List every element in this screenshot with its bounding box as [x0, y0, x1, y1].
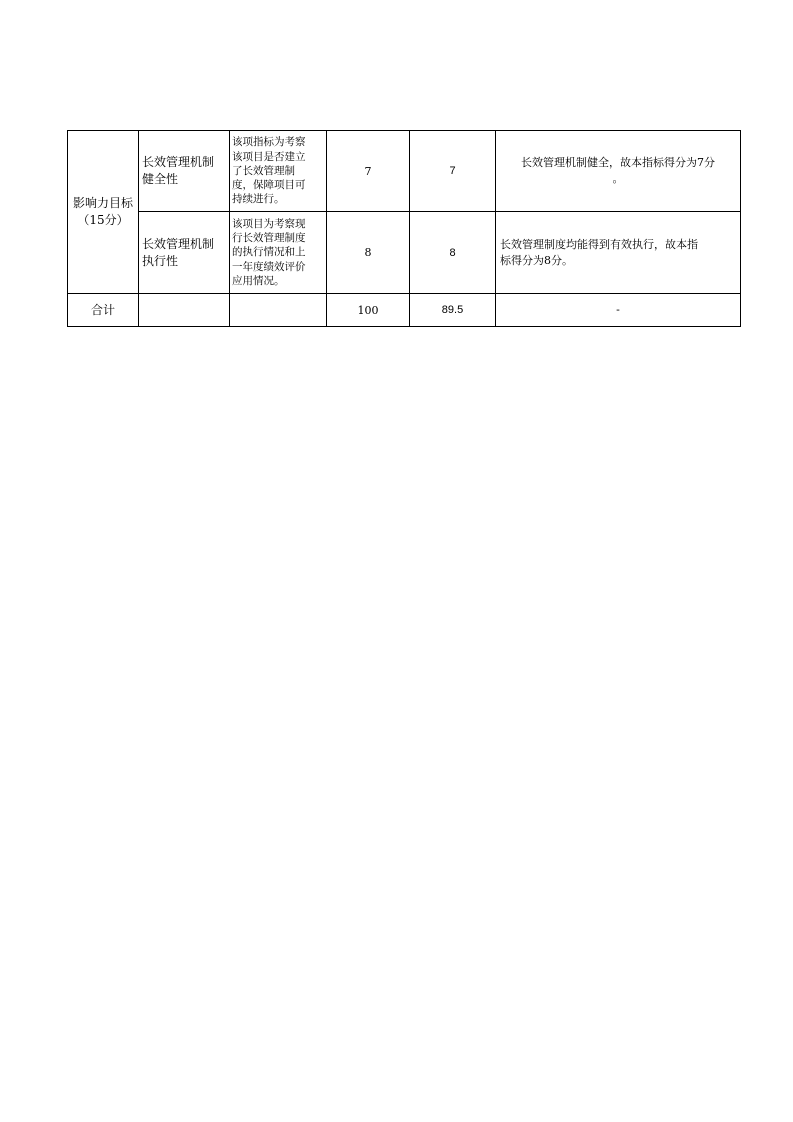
description-text: 持续进行。 — [232, 193, 285, 206]
empty-cell — [230, 294, 327, 327]
indicator-text: 健全性 — [142, 172, 179, 186]
total-remark: - — [496, 294, 741, 327]
table-row — [68, 131, 741, 212]
description-text: 该项目为考察现 — [232, 217, 306, 230]
description-text: 该项指标为考察 — [232, 136, 306, 149]
description-text: 一年度绩效评价 — [232, 260, 306, 273]
total-row — [68, 294, 741, 327]
score-cell: 7 — [410, 131, 496, 212]
table-row — [68, 212, 741, 294]
total-weight: 100 — [327, 294, 410, 327]
score-cell: 8 — [410, 212, 496, 294]
total-score: 89.5 — [410, 294, 496, 327]
remark-text: 长效管理制度均能得到有效执行，故本指 — [500, 237, 698, 251]
indicator-cell — [139, 212, 230, 294]
indicator-cell — [139, 131, 230, 212]
description-text: 的执行情况和上 — [232, 246, 306, 259]
total-label: 合计 — [68, 294, 139, 327]
performance-table — [67, 130, 741, 327]
weight-cell: 8 — [327, 212, 410, 294]
category-cell — [68, 131, 139, 294]
description-text: 了长效管理制 — [232, 164, 295, 177]
empty-cell — [139, 294, 230, 327]
indicator-text: 长效管理机制 — [142, 236, 215, 251]
category-points: （15分） — [77, 213, 129, 227]
description-text: 行长效管理制度 — [232, 232, 306, 245]
indicator-text: 执行性 — [142, 253, 179, 268]
remark-text: 长效管理机制健全，故本指标得分为7分 — [521, 156, 715, 169]
remark-text: 标得分为8分。 — [500, 253, 573, 267]
description-text: 应用情况。 — [232, 274, 285, 287]
description-cell — [230, 212, 327, 294]
category-name: 影响力目标 — [72, 196, 133, 210]
description-text: 该项目是否建立 — [232, 150, 306, 163]
remark-cell — [496, 212, 741, 294]
indicator-text: 长效管理机制 — [142, 155, 215, 169]
description-cell — [230, 131, 327, 212]
description-text: 度，保障项目可 — [232, 179, 306, 192]
remark-text: 。 — [612, 172, 624, 185]
remark-cell — [496, 131, 741, 212]
weight-cell: 7 — [327, 131, 410, 212]
